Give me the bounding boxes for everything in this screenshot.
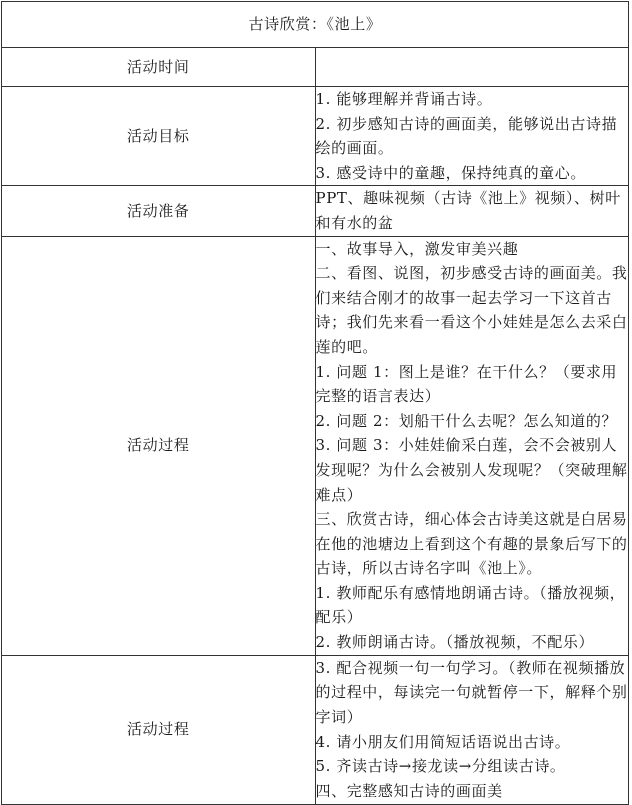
activity-process-content xyxy=(315,236,629,655)
process-line: 5. 齐读古诗→接龙读→分组读古诗。 xyxy=(315,757,566,776)
activity-process-label-continued: 活动过程 xyxy=(2,655,316,804)
process-line: 四、完整感知古诗的画面美 xyxy=(315,781,503,800)
goal-line: 1. 能够理解并背诵古诗。 xyxy=(315,90,493,108)
activity-time-label: 活动时间 xyxy=(2,48,316,87)
activity-process-label: 活动过程 xyxy=(2,236,316,655)
activity-goal-content xyxy=(315,87,629,186)
goal-line: 3. 感受诗中的童趣，保持纯真的童心。 xyxy=(315,163,586,182)
process-line: 2. 问题 2：划船干什么去呢？怎么知道的？ xyxy=(315,411,618,430)
activity-process-content-continued xyxy=(315,655,629,804)
activity-time-value xyxy=(315,48,629,87)
process-line: 一、故事导入，激发审美兴趣 xyxy=(315,239,519,258)
process-line: 4. 请小朋友们用简短话语说出古诗。 xyxy=(315,732,571,751)
process-line: 三、欣赏古诗，细心体会古诗美这就是白居易在他的池塘边上看到这个有趣的景象后写下的古诗，所以古诗名字叫《池上》。 xyxy=(315,510,628,578)
process-line: 二、看图、说图，初步感受古诗的画面美。我们来结合刚才的故事一起去学习一下这首古诗；我们先来看一看这个小娃娃是怎么去采白莲的吧。 xyxy=(315,264,628,356)
lesson-plan-table xyxy=(1,1,629,805)
document-title: 古诗欣赏：《池上》 xyxy=(2,2,629,48)
process-line: 2. 教师朗诵古诗。（播放视频，不配乐） xyxy=(315,633,595,652)
process-line: 1. 教师配乐有感情地朗诵古诗。（播放视频，配乐） xyxy=(315,583,626,627)
process-line: 3. 问题 3：小娃娃偷采白莲，会不会被别人发现呢？为什么会被别人发现呢？（突破理解难点） xyxy=(315,436,628,504)
activity-prep-label: 活动准备 xyxy=(2,186,316,236)
process-line: 1. 问题 1：图上是谁？在干什么？（要求用完整的语言表达） xyxy=(315,362,618,406)
goal-line: 2. 初步感知古诗的画面美，能够说出古诗描绘的画面。 xyxy=(315,114,618,158)
process-line: 3. 配合视频一句一句学习。（教师在视频播放的过程中，每读完一句就暂停一下，解释个别字词） xyxy=(315,658,628,727)
activity-goal-label: 活动目标 xyxy=(2,87,316,186)
activity-prep-value: PPT、趣味视频（古诗《池上》视频）、树叶和有水的盆 xyxy=(315,186,629,236)
